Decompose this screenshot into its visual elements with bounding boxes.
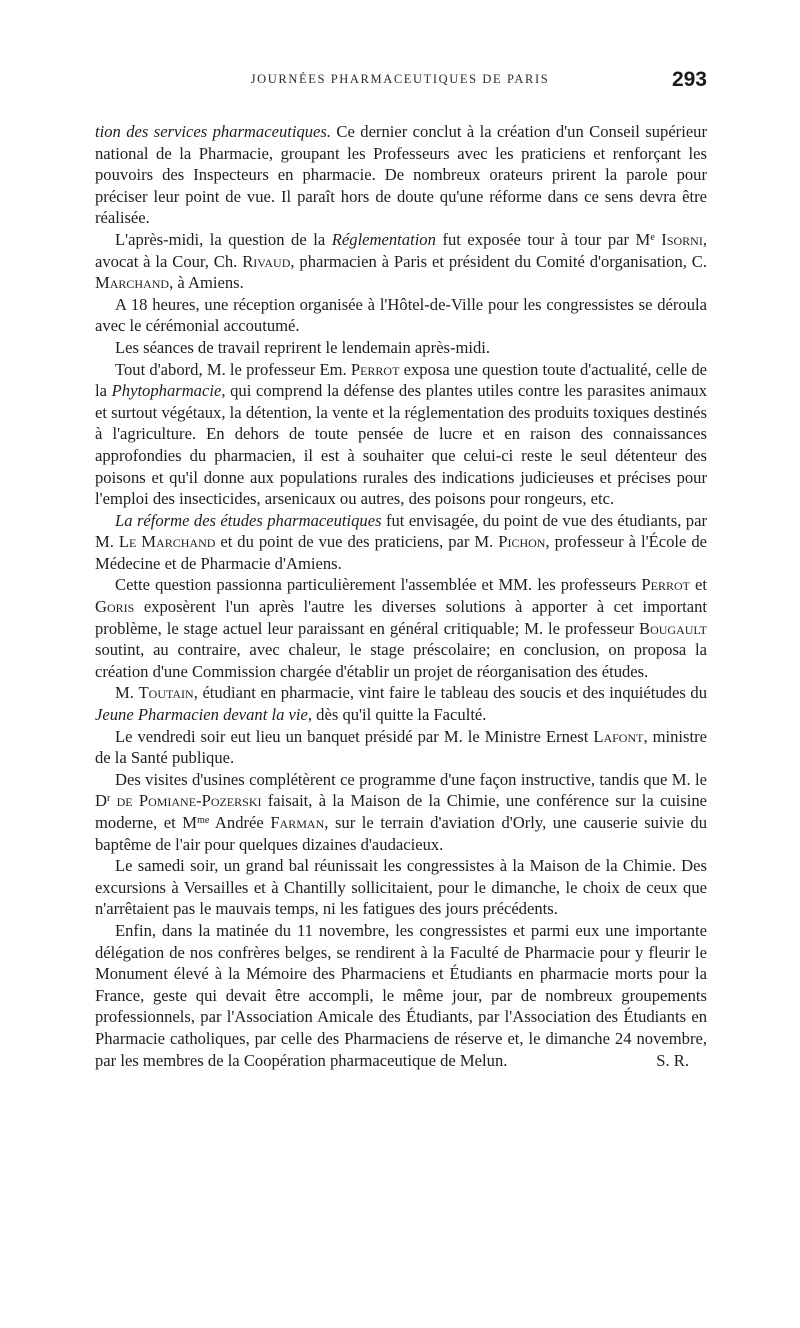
page-number: 293 (671, 68, 707, 91)
text: faisait, à la Maison de la Chimie, une conférence sur la cuisine moderne, et M (95, 791, 707, 832)
text: , sur le terrain d'aviation d'Orly, une causerie suivie du baptême de l'air pour quelques dizaines d'audacieux. (95, 813, 708, 854)
text: , avocat à la Cour, Ch. (95, 229, 707, 271)
text: Andrée (209, 813, 271, 832)
person-name: Marchand (95, 273, 170, 293)
superscript: r (106, 793, 111, 805)
text: , à Amiens. (169, 273, 244, 293)
person-name: de Pomiane-Pozerski (110, 791, 262, 811)
paragraph-12 (95, 920, 707, 1071)
text: soutint, au contraire, avec chaleur, le stage préscolaire; en conclusion, on proposa la création d'une Commission chargée d'établir un projet de réorganisation des études. (95, 640, 707, 681)
paragraph-8 (95, 682, 707, 725)
paragraph-4: Les séances de travail reprirent le lendemain après-midi. (115, 337, 491, 357)
text: Ce dernier conclut à la création d'un Conseil supérieur national de la Pharmacie, groupant les Professeurs avec les praticiens et renforçant les pouvoirs des Inspecteurs en pharmacie. De nombreux orateurs prirent la parole pour préciser leur point de vue. Il paraît hors de doute qu'une réforme dans ce sens devra être réalisée. (95, 122, 708, 228)
person-name: Rivaud (242, 251, 291, 271)
italic-text: La réforme des études pharmaceutiques (115, 510, 382, 530)
article-body (95, 121, 707, 1071)
text: Tout d'abord, M. le professeur Em. (115, 359, 351, 379)
text: L'après-midi, la question de la (115, 229, 332, 249)
paragraph-3: A 18 heures, une réception organisée à l'Hôtel-de-Ville pour les congressistes se déroula avec le cérémonial accoutumé. (95, 294, 707, 336)
person-name: Perrot (350, 359, 400, 379)
text: fut exposée tour à tour par M (435, 229, 651, 249)
text: , dès qu'il quitte la Faculté. (307, 705, 487, 725)
person-name: Farman (270, 813, 325, 832)
paragraph-1 (95, 121, 707, 229)
superscript: me (197, 815, 210, 826)
text: , professeur à l'École de Médecine et de Pharmacie d'Amiens. (95, 532, 707, 573)
text: et du point de vue des praticiens, par M. (215, 532, 499, 552)
paragraph-9 (95, 726, 707, 769)
person-name: Isorni (654, 229, 703, 249)
paragraph-5 (95, 359, 707, 510)
text: exposa une question toute d'actualité, celle de la (95, 359, 707, 401)
text: M. (115, 683, 139, 703)
text: Enfin, dans la matinée du 11 novembre, les congressistes et parmi eux une importante délégation de nos confrères belges, se rendirent à la Faculté de Pharmacie pour y fleurir le Monument élevé à la Mémoire des Pharmaciens et Étudiants en pharmacie morts pour la France, geste qui devait être accompli, le même jour, par de nombreux groupements professionnels, par l'Association Amicale des Étudiants, par l'Association des Étudiants en Pharmacie catholiques, par celle des Pharmaciens de réserve et, le dimanche 24 novembre, par les membres de la Coopération pharmaceutique de Melun. (95, 920, 707, 1070)
person-name: Toutain (138, 683, 194, 703)
running-title: JOURNÉES PHARMACEUTIQUES DE PARIS (250, 72, 550, 86)
italic-text: tion des services pharmaceutiques. (95, 122, 332, 141)
person-name: Le Marchand (118, 532, 216, 552)
text: Des visites d'usines complétèrent ce programme d'une façon instructive, tandis que M. le D (95, 769, 707, 811)
paragraph-7 (95, 574, 707, 682)
person-name: Pichon (498, 532, 546, 552)
person-name: Perrot (641, 575, 690, 595)
person-name: Bougault (639, 618, 707, 638)
running-head (0, 68, 800, 96)
text: fut envisagée, du point de vue des étudiants, par M. (95, 510, 707, 552)
paragraph-10 (95, 769, 707, 855)
italic-text: Phytopharmacie (111, 381, 222, 401)
person-name: Lafont (593, 726, 644, 746)
italic-text: Jeune Pharmacien devant la vie (95, 705, 308, 725)
person-name: Goris (95, 597, 135, 617)
text: , qui comprend la défense des plantes utiles contre les parasites animaux et surtout végétaux, la détention, la vente et la réglementation des produits toxiques destinés à l'agriculture. En dehors de toute pensée de lucre et en raison des connaissances approfondies du pharmacien, il est à souhaiter que celui-ci reste le seul détenteur des poisons et qu'il donne aux populations rurales des indications judicieuses et précises pour l'emploi des insecticides, arsenicaux ou autres, des poisons pour rongeurs, etc. (95, 381, 707, 509)
italic-text: Réglementation (331, 229, 436, 249)
text: et (689, 575, 708, 595)
text: , ministre de la Santé publique. (95, 726, 707, 768)
paragraph-11: Le samedi soir, un grand bal réunissait les congressistes à la Maison de la Chimie. Des excursions à Versailles et à Chantilly sollicitaient, pour le dimanche, le choix de ceux que n'arrêtaient pas le mauvais temps, ni les fatigues des jours précédents. (95, 856, 707, 919)
paragraph-2 (95, 229, 707, 294)
paragraph-6 (95, 510, 707, 575)
text: , étudiant en pharmacie, vint faire le tableau des soucis et des inquiétudes du (193, 683, 707, 703)
text: exposèrent l'un après l'autre les diverses solutions à apporter à cet important problème, le stage actuel leur paraissant en général critiquable; M. le professeur (95, 597, 707, 638)
text: , pharmacien à Paris et président du Comité d'organisation, C. (290, 251, 707, 271)
signature-initials: S. R. (656, 1050, 689, 1070)
text: Cette question passionna particulièrement l'assemblée et MM. les professeurs (115, 575, 642, 595)
text: Le vendredi soir eut lieu un banquet présidé par M. le Ministre Ernest (115, 726, 594, 746)
superscript: e (650, 231, 655, 243)
